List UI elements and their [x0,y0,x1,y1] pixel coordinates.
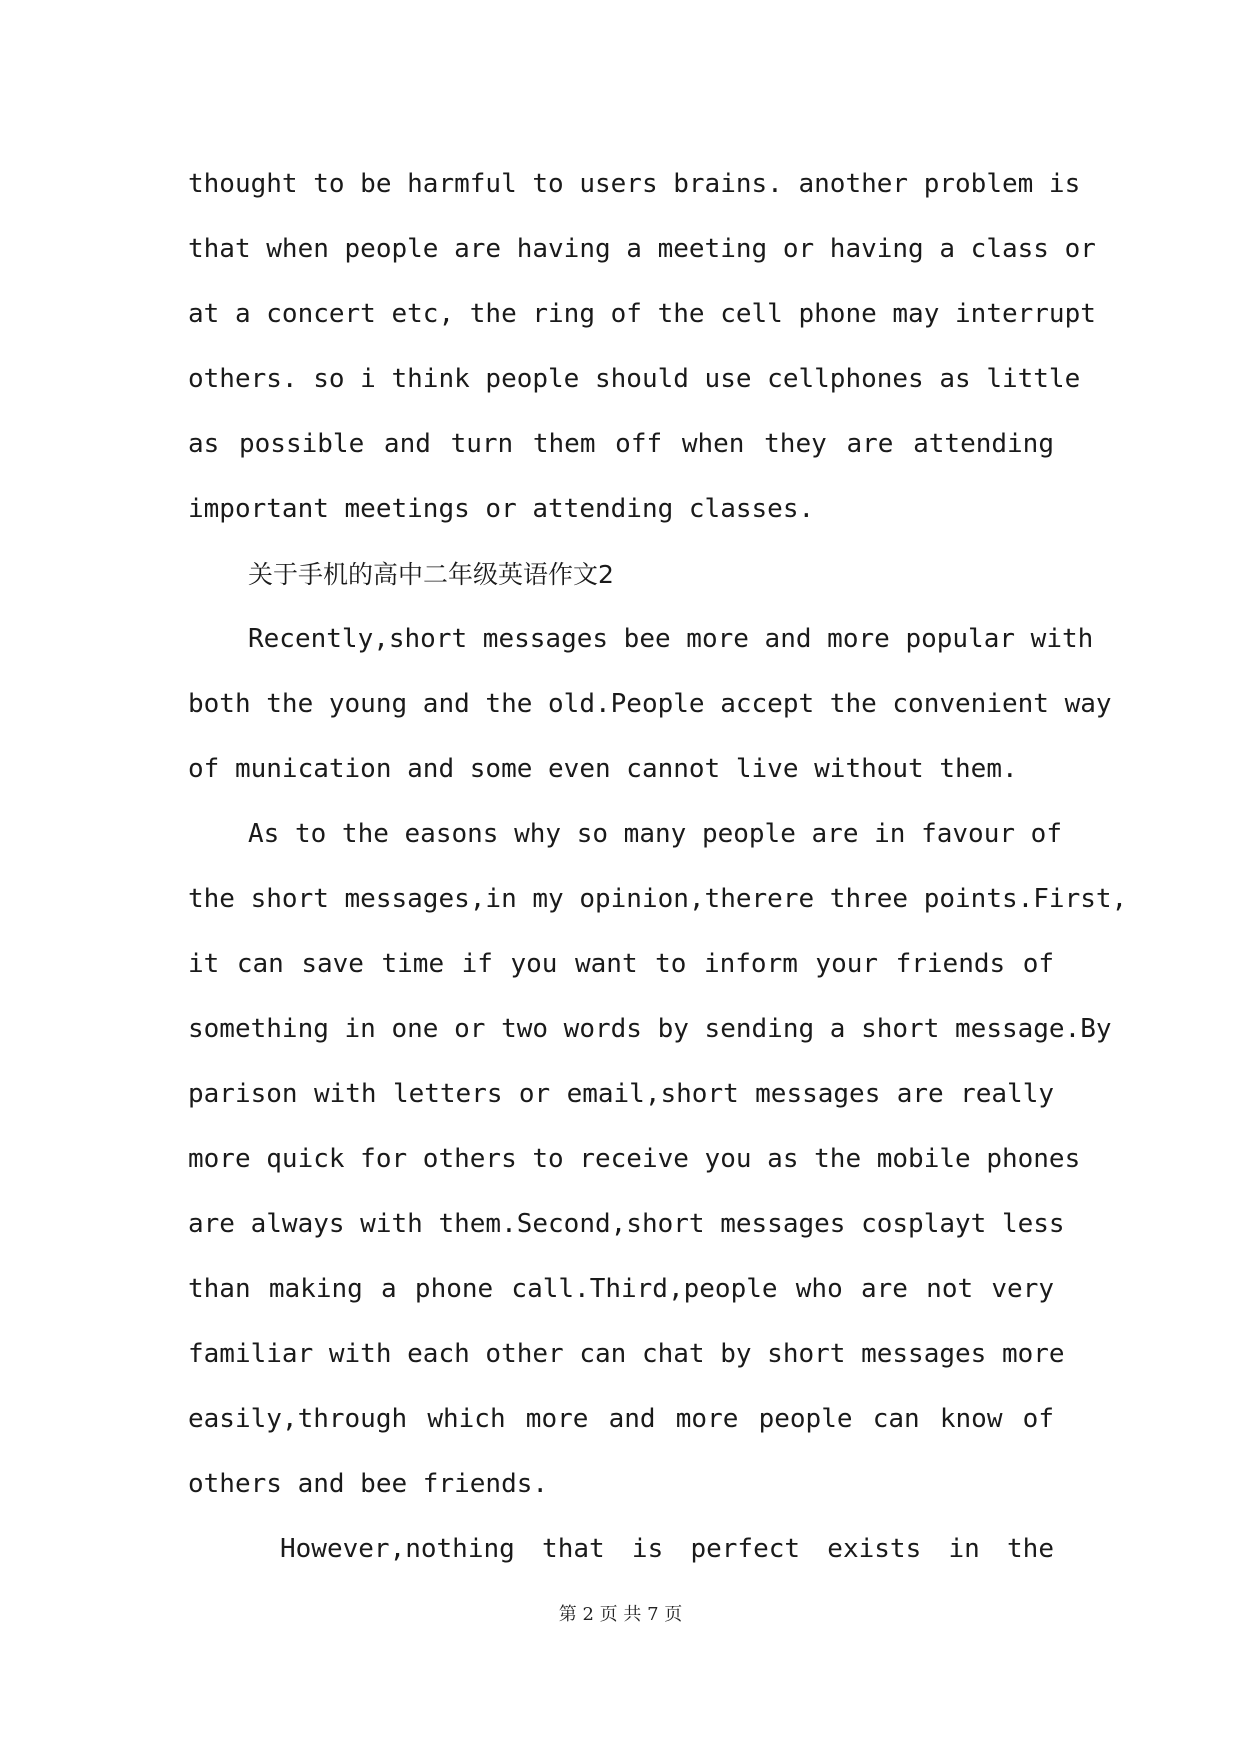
text-line: more quick for others to receive you as the mobile phones [188,1144,1081,1174]
text-line: familiar with each other can chat by short messages more [188,1339,1065,1369]
text-line: at a concert etc, the ring of the cell phone may interrupt [188,299,1096,329]
text-line: both the young and the old.People accept the convenient way [188,689,1112,719]
text-line: are always with them.Second,short messages cosplayt less [188,1209,1065,1239]
text-line: However,nothing that is perfect exists in the [280,1534,1054,1564]
text-line: Recently,short messages bee more and more popular with [248,624,1094,654]
text-line: thought to be harmful to users brains. another problem is [188,169,1081,199]
body-text [188,152,1128,1582]
text-line: As to the easons why so many people are in favour of [248,819,1062,849]
text-line: something in one or two words by sending a short message.By [188,1014,1112,1044]
section-heading: 关于手机的高中二年级英语作文2 [248,560,614,589]
text-line: as possible and turn them off when they are attending [188,429,1054,459]
text-line: important meetings or attending classes. [188,494,815,524]
text-line: that when people are having a meeting or having a class or [188,234,1096,264]
text-line: easily,through which more and more people can know of [188,1404,1054,1434]
text-line: others. so i think people should use cellphones as little [188,364,1081,394]
text-line: it can save time if you want to inform your friends of [188,949,1054,979]
text-line: than making a phone call.Third,people who are not very [188,1274,1054,1304]
text-line: the short messages,in my opinion,therere three points.First, [188,884,1128,914]
text-line: of munication and some even cannot live without them. [188,754,1018,784]
text-line: parison with letters or email,short messages are really [188,1079,1054,1109]
text-line: others and bee friends. [188,1469,549,1499]
page-footer: 第 2 页 共 7 页 [558,1604,683,1625]
